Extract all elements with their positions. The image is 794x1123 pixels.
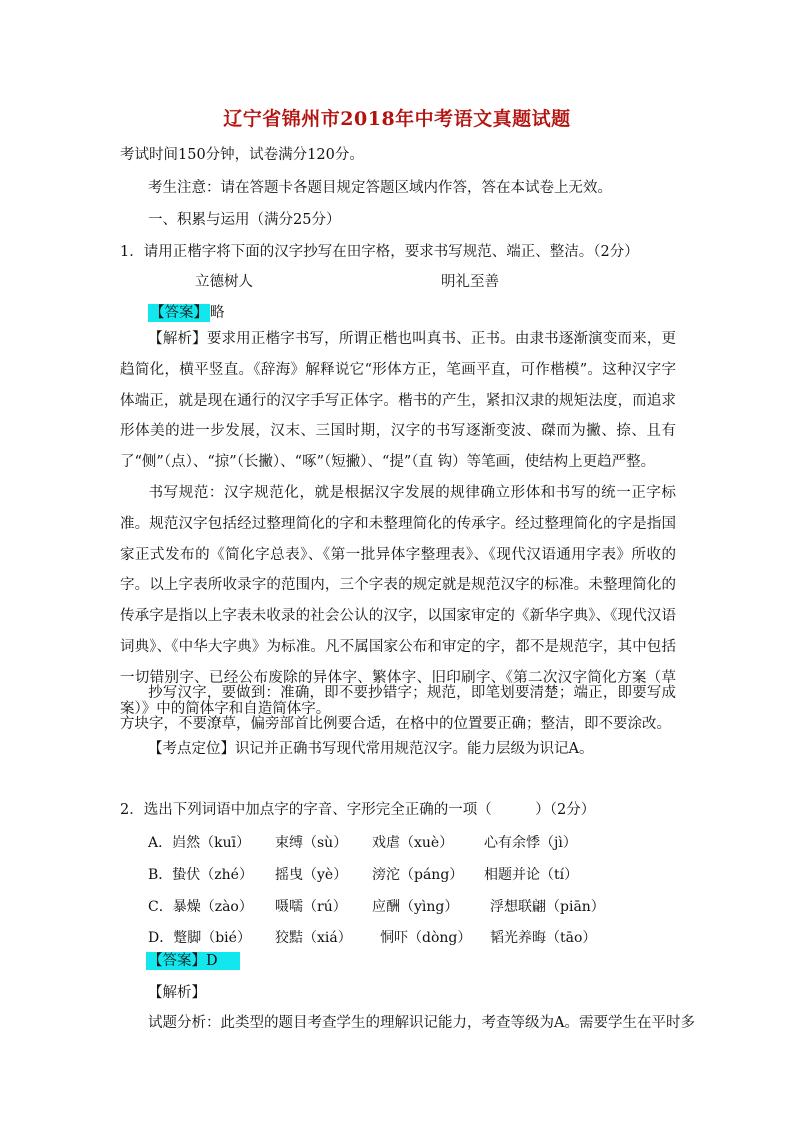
- page-title: 辽宁省锦州市2018年中考语文真题试题: [223, 108, 571, 130]
- section-heading: 一、积累与运用（满分25分）: [148, 212, 341, 228]
- answer-line-1: [148, 303, 225, 323]
- analysis-paragraph-3: 抄写汉字，要做到：准确，即不要抄错字；规范，即笔划要清楚；端正，即要写成方块字，不要潦草，偏旁部首比例要合适，在格中的位置要正确；整洁，即不要涂改。: [120, 685, 676, 732]
- analysis-paragraph-1: 【解析】要求用正楷字书写，所谓正楷也叫真书、正书。由隶书逐渐演变而来，更趋简化，横平竖直。《辞海》解释说它“形体方正，笔画平直，可作楷模”。这种汉字字体端正，就是现在通行的汉字手写正体字。楷书的产生，紧扣汉隶的规矩法度，而追求形体美的进一步发展，汉末、三国时期，汉字的书写逐渐变波、磔而为撇、捺、且有了“侧”（点）、“掠”（长撇）、“啄”（短撇）、“提”（直 钩）等笔画，使结构上更趋严整。: [120, 331, 676, 471]
- exam-info: 考试时间150分钟，试卷满分120分。: [120, 147, 364, 163]
- answer-text: 略: [210, 305, 225, 321]
- answer-line-2: [146, 951, 240, 971]
- answer-tag-2: 【答案】D: [146, 952, 240, 970]
- document-page: 辽宁省锦州市2018年中考语文真题试题 考试时间150分钟，试卷满分120分。 考生注意：请在答题卡各题目规定答题区域内作答，答在本试卷上无效。 一、积累与运用（满分25分） 1．请用正楷字将下面的汉字抄写在田字格，要求书写规范、端正、整洁。（2分） 立德树人 明礼至善 【答案】 略 【解析】要求用正楷字书写，所谓正楷也叫真书、正书。由隶书逐渐演变而来，更趋简化，横平竖直。《辞海》解释说它“形体方正，笔画平直，可作楷模”。这种汉字字体端正，就是现在通行的汉字手写正体字。楷书的产生，紧扣汉隶的规矩法度，而追求形体美的进一步发展，汉末、三国时期，汉字的书写逐渐变波、磔而为撇、捺、且有了“侧”（点）、“掠”（长撇）、“啄”（短撇）、“提”（直 钩）等笔画，使结构上更趋严整。 书写规范：汉字规范化，就是根据汉字发展的规律确立形体和书写的统一正字标准。规范汉字包括经过整理简化的字和未整理简化的传承字。经过整理简化的字是指国家正式发布的《简化字总表》、《第一批异体字整理表》、《现代汉语通用字表》所收的字。以上字表所收录字的范围内，三个字表的规定就是规范汉字的标准。未整理简化的传承字是指以上字表未收录的社会公认的汉字，以国家审定的《新华字典》、《现代汉语词典》、《中华大字典》为标准。凡不属国家公布和审定的字，都不是规范字，其中包括一切错别字、已经公布废除的异体字、繁体字、旧印刷字、《第二次汉字简化方案（草案）》中的简体字和自造简体字。 抄写汉字，要做到：准确，即不要抄错字；规范，即笔划要清楚；端正，即要写成方块字，不要潦草，偏旁部首比例要合适，在格中的位置要正确；整洁，即不要涂改。 【考点定位】识记并正确书写现代常用规范汉字。能力层级为识记A。 2．选出下列词语中加点字的字音、字形完全正确的一项（ ）（2分） A．岿然（kuī） 束缚（sù） 戏虐（xuè） 心有余悸（jì） B．蛰伏（zhé） 摇曳（yè） 滂沱（páng） 相题并论（tí） C．暴燥（zào） 嗫嚅（rú） 应酬（yìng） 浮想联翩（piān） D．蹩脚（bié） 狡黠（xiá） 恫吓（dòng） 韬光养晦（tāo） 【答案】D 【解析】 试题分析：此类型的题目考查学生的理解识记能力，考查等级为A。需要学生在平时多: [0, 0, 794, 1123]
- question-1: 1．请用正楷字将下面的汉字抄写在田字格，要求书写规范、端正、整洁。（2分）: [120, 244, 639, 260]
- analysis-paragraph-2: 书写规范：汉字规范化，就是根据汉字发展的规律确立形体和书写的统一正字标准。规范汉字包括经过整理简化的字和未整理简化的传承字。经过整理简化的字是指国家正式发布的《简化字总表》、《第一批异体字整理表》、《现代汉语通用字表》所收的字。以上字表所收录字的范围内，三个字表的规定就是规范汉字的标准。未整理简化的传承字是指以上字表未收录的社会公认的汉字，以国家审定的《新华字典》、《现代汉语词典》、《中华大字典》为标准。凡不属国家公布和审定的字，都不是规范字，其中包括一切错别字、已经公布废除的异体字、繁体字、旧印刷字、《第二次汉字简化方案（草案）》中的简体字和自造简体字。: [120, 485, 676, 717]
- copy-word-2: 明礼至善: [441, 274, 499, 290]
- exam-notice: 考生注意：请在答题卡各题目规定答题区域内作答，答在本试卷上无效。: [148, 180, 612, 196]
- analysis-tag-2: 【解析】: [148, 985, 206, 1001]
- question-2: 2．选出下列词语中加点字的字音、字形完全正确的一项（ ）（2分）: [120, 802, 596, 818]
- kaodian-line: 【考点定位】识记并正确书写现代常用规范汉字。能力层级为识记A。: [148, 741, 594, 757]
- answer-tag: 【答案】: [150, 305, 208, 321]
- analysis-text-2: 试题分析：此类型的题目考查学生的理解识记能力，考查等级为A。需要学生在平时多: [148, 1015, 695, 1031]
- copy-word-1: 立德树人: [195, 274, 253, 290]
